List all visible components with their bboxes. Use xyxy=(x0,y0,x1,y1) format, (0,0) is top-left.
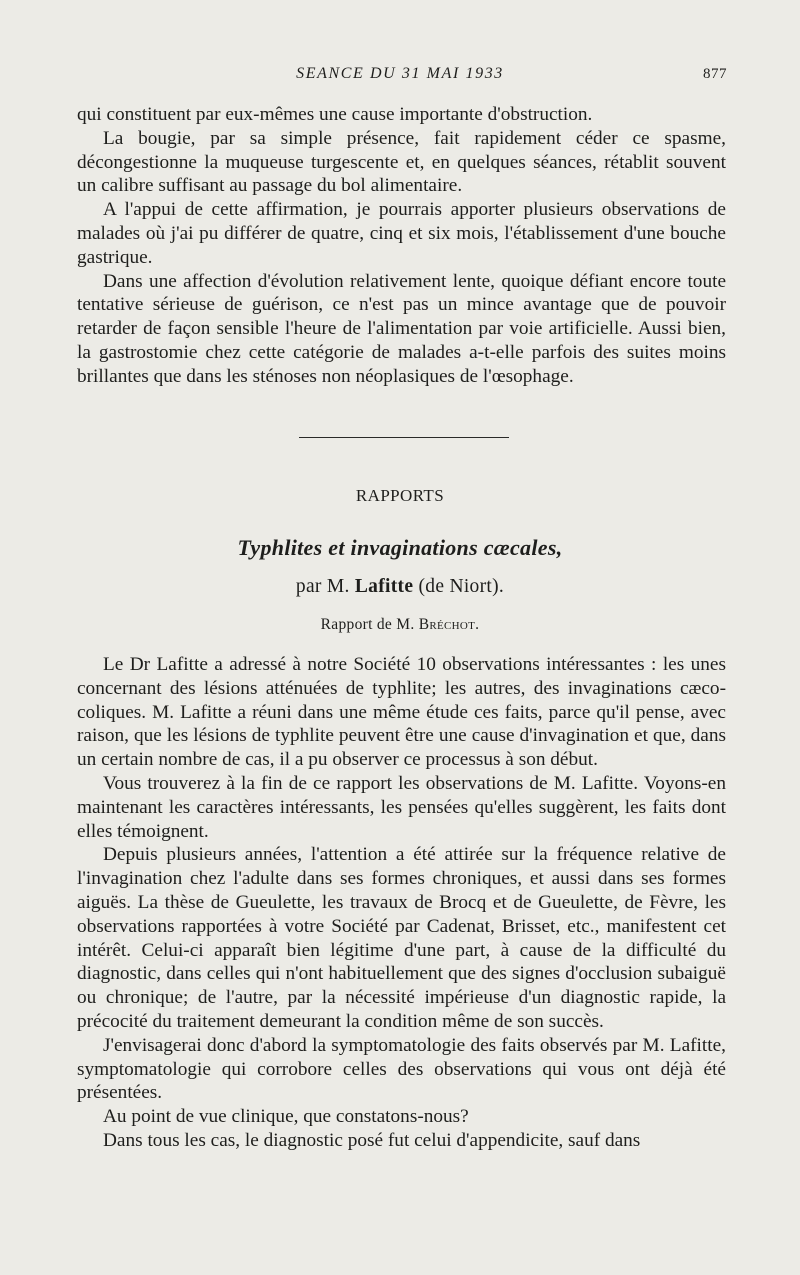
report-line xyxy=(0,616,800,634)
byline-prefix: par M. xyxy=(295,576,350,597)
section-divider xyxy=(299,437,509,438)
section-title: RAPPORTS xyxy=(355,486,445,505)
paragraph-envisagerai: J'envisagerai donc d'abord la symptomatologie des faits observés par M. Lafitte, symptomatologie qui corrobore celles des observations qui vous ont déjà été présentées. xyxy=(77,1034,726,1104)
paragraph-point-de-vue: Au point de vue clinique, que constatons-nous? xyxy=(103,1106,469,1128)
paragraph-continuation: qui constituent par eux-mêmes une cause importante d'obstruction. xyxy=(77,104,593,125)
article-title: Typhlites et invaginations cæcales, xyxy=(237,535,563,560)
page-header xyxy=(0,63,800,87)
running-title: SEANCE DU 31 MAI 1933 xyxy=(296,65,504,82)
byline-suffix: (de Niort). xyxy=(418,576,505,597)
top-text-block xyxy=(77,103,726,389)
paragraph-appui: A l'appui de cette affirmation, je pourrais apporter plusieurs observations de malades où j'ai pu différer de quatre, cinq et six mois, l'établissement d'une bouche gastrique. xyxy=(77,199,726,268)
paragraph-depuis: Depuis plusieurs années, l'attention a été attirée sur la fréquence relative de l'invagination chez l'adulte dans ses formes chroniques, et aussi dans ses formes aiguës. La thèse de Gueulette, les travaux de Brocq et de Gueulette, de Fèvre, les observations rapportées à votre Société par Cadenat, Brisset, etc., manifestent cet intérêt. Celui-ci apparaît bien légitime d'une part, à cause de la difficulté du diagnostic, dans celles qui n'ont habituellement que des signes d'occlusion subaiguë ou chronique; de l'autre, par la nécessité impérieuse d'un diagnostic rapide, la précocité du traitement demeurant la condition même de son succès. xyxy=(77,844,726,1032)
page-number: 877 xyxy=(703,66,727,82)
report-prefix: Rapport de M. xyxy=(320,616,415,633)
paragraph-lafitte: Le Dr Lafitte a adressé à notre Société 10 observations intéressantes : les unes concernant des lésions atténuées de typhlite; les autres, des invaginations cæco-coliques. M. Lafitte a réuni dans une même étude ces faits, parce qu'il pense, avec raison, que les lésions de typhlite peuvent être une cause d'invagination et que, dans un certain nombre de cas, il a pu observer ce processus à son début. xyxy=(77,654,726,771)
paragraph-dans-tous: Dans tous les cas, le diagnostic posé fut celui d'appendicite, sauf dans xyxy=(103,1129,641,1151)
article-text-block xyxy=(77,653,726,1153)
paragraph-bougie: La bougie, par sa simple présence, fait rapidement céder ce spasme, décongestionne la muqueuse turgescente et, en quelques séances, rétablit souvent un calibre suffisant au passage du bol alimentaire. xyxy=(77,127,726,197)
author-name: Lafitte xyxy=(354,576,414,597)
reporter-name: Bréchot. xyxy=(418,616,480,633)
paragraph-vous-trouverez: Vous trouverez à la fin de ce rapport les observations de M. Lafitte. Voyons-en maintenant les caractères intéressants, les pensées qu'elles suggèrent, les faits dont elles témoignent. xyxy=(77,772,726,842)
paragraph-affection: Dans une affection d'évolution relativement lente, quoique défiant encore toute tentative sérieuse de guérison, ce n'est pas un mince avantage que de pouvoir retarder de façon sensible l'heure de l'alimentation par voie artificielle. Aussi bien, la gastrostomie chez cette catégorie de malades a-t-elle parfois des suites moins brillantes que dans les sténoses non néoplasiques de l'œsophage. xyxy=(77,270,726,387)
article-byline xyxy=(0,576,800,598)
